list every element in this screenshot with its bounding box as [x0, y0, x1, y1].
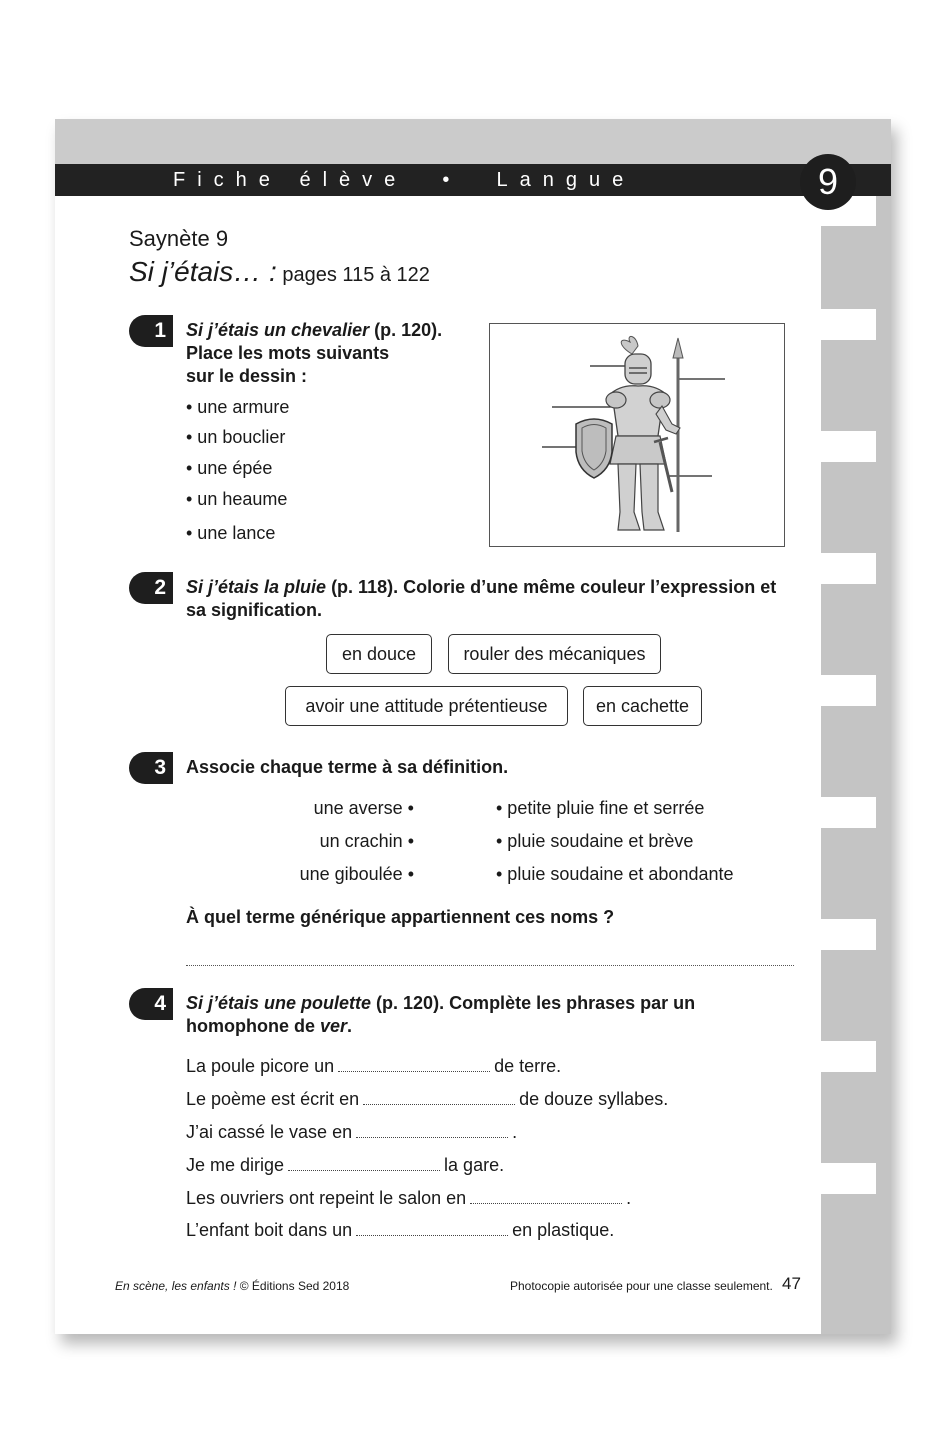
question-2-line2: sa signification. [186, 600, 323, 620]
question-4-title [186, 992, 695, 1015]
word-list-item: • une armure [186, 397, 290, 417]
knight-illustration-frame [489, 323, 785, 547]
word-list-item: • une épée [186, 458, 273, 478]
term-item[interactable]: une averse • [313, 798, 414, 818]
top-grey-strip [55, 119, 891, 164]
question-4-title-italic: Si j’étais une poulette [186, 993, 372, 1013]
question-2-number: 2 [129, 572, 173, 604]
strip-tab [821, 1163, 876, 1194]
header-band-text: Fiche élève • Langue [173, 169, 636, 191]
question-1-title-italic: Si j’étais un chevalier [186, 320, 370, 340]
word-list-item: • un heaume [186, 489, 288, 509]
sentence-item [186, 1089, 668, 1110]
fill-blank[interactable] [356, 1125, 508, 1138]
sentence-item [186, 1155, 504, 1176]
chapter-title [129, 256, 430, 288]
strip-tab [821, 1041, 876, 1072]
sentence-after: la gare. [444, 1155, 505, 1175]
question-4-line2 [186, 1015, 695, 1038]
term-item[interactable]: un crachin • [319, 831, 414, 851]
sentence-before: Le poème est écrit en [186, 1089, 360, 1109]
question-4-line2-start: homophone de [186, 1016, 320, 1036]
fill-blank[interactable] [470, 1191, 622, 1204]
fill-blank[interactable] [356, 1223, 508, 1236]
strip-tab [821, 309, 876, 340]
footer-photocopy-note: Photocopie autorisée pour une classe seulement. [510, 1279, 773, 1293]
question-1-number: 1 [129, 315, 173, 347]
sentence-before: L’enfant boit dans un [186, 1220, 353, 1240]
fill-blank[interactable] [288, 1158, 440, 1171]
question-3-subquestion: À quel terme générique appartiennent ces noms ? [186, 907, 615, 927]
worksheet-page [55, 119, 891, 1334]
word-list-item: • une lance [186, 523, 276, 543]
fill-blank[interactable] [338, 1059, 490, 1072]
sentence-after: de terre. [494, 1056, 562, 1076]
sentence-before: Les ouvriers ont repeint le salon en [186, 1188, 467, 1208]
question-2-title-italic: Si j’étais la pluie [186, 577, 327, 597]
definition-item[interactable]: • pluie soudaine et brève [496, 831, 694, 851]
sentence-after: . [626, 1188, 632, 1208]
footer-publisher: © Éditions Sed 2018 [236, 1279, 350, 1293]
question-4-number: 4 [129, 988, 173, 1020]
expression-box[interactable]: en cachette [583, 686, 702, 726]
question-3-title: Associe chaque terme à sa définition. [186, 757, 509, 777]
expression-box[interactable]: en douce [326, 634, 432, 674]
question-2-text [186, 576, 776, 622]
plume-icon [621, 336, 638, 354]
question-1-text [186, 319, 442, 388]
expression-box[interactable]: rouler des mécaniques [448, 634, 661, 674]
helmet-icon [625, 354, 651, 384]
page-number: 47 [782, 1274, 801, 1293]
sentence-before: Je me dirige [186, 1155, 285, 1175]
sentence-item [186, 1220, 614, 1241]
sentence-before: La poule picore un [186, 1056, 335, 1076]
question-1-title [186, 319, 442, 342]
sentence-item [186, 1188, 631, 1209]
expression-box[interactable]: avoir une attitude prétentieuse [285, 686, 568, 726]
question-4-title-rest: (p. 120). Complète les phrases par un [371, 993, 696, 1013]
footer-book-title: En scène, les enfants ! [115, 1279, 237, 1293]
question-3-number: 3 [129, 752, 173, 784]
fill-blank[interactable] [363, 1092, 515, 1105]
shield-icon [576, 419, 612, 478]
question-4-text [186, 992, 695, 1038]
sentence-item [186, 1122, 517, 1143]
strip-tab [821, 797, 876, 828]
question-2-title-rest: (p. 118). Colorie d’une même couleur l’expression et [326, 577, 777, 597]
sentence-item [186, 1056, 561, 1077]
answer-line[interactable] [186, 965, 794, 966]
knight-illustration [490, 324, 784, 546]
word-list-item: • un bouclier [186, 427, 286, 447]
question-4-line2-end: . [347, 1016, 353, 1036]
chapter-title-text: Si j’étais… : [129, 256, 277, 287]
question-1-line2: Place les mots suivants [186, 343, 390, 363]
question-1-line3: sur le dessin : [186, 366, 308, 386]
chapter-pages: pages 115 à 122 [276, 264, 430, 286]
definition-item[interactable]: • pluie soudaine et abondante [496, 864, 734, 884]
definition-item[interactable]: • petite pluie fine et serrée [496, 798, 705, 818]
sentence-after: de douze syllabes. [519, 1089, 669, 1109]
strip-tab [821, 553, 876, 584]
sentence-before: J’ai cassé le vase en [186, 1122, 353, 1142]
term-item[interactable]: une giboulée • [299, 864, 414, 884]
question-1-title-rest: (p. 120). [369, 320, 443, 340]
strip-tab [821, 675, 876, 706]
strip-tab [821, 431, 876, 462]
sheet-number-badge: 9 [800, 154, 856, 210]
footer-copyright [115, 1279, 349, 1293]
sentence-after: . [512, 1122, 518, 1142]
saynete-title: Saynète 9 [129, 226, 229, 251]
question-2-title [186, 576, 776, 599]
question-4-line2-italic: ver [320, 1016, 348, 1036]
sentence-after: en plastique. [512, 1220, 615, 1240]
strip-tab [821, 919, 876, 950]
sword-icon [660, 442, 672, 492]
